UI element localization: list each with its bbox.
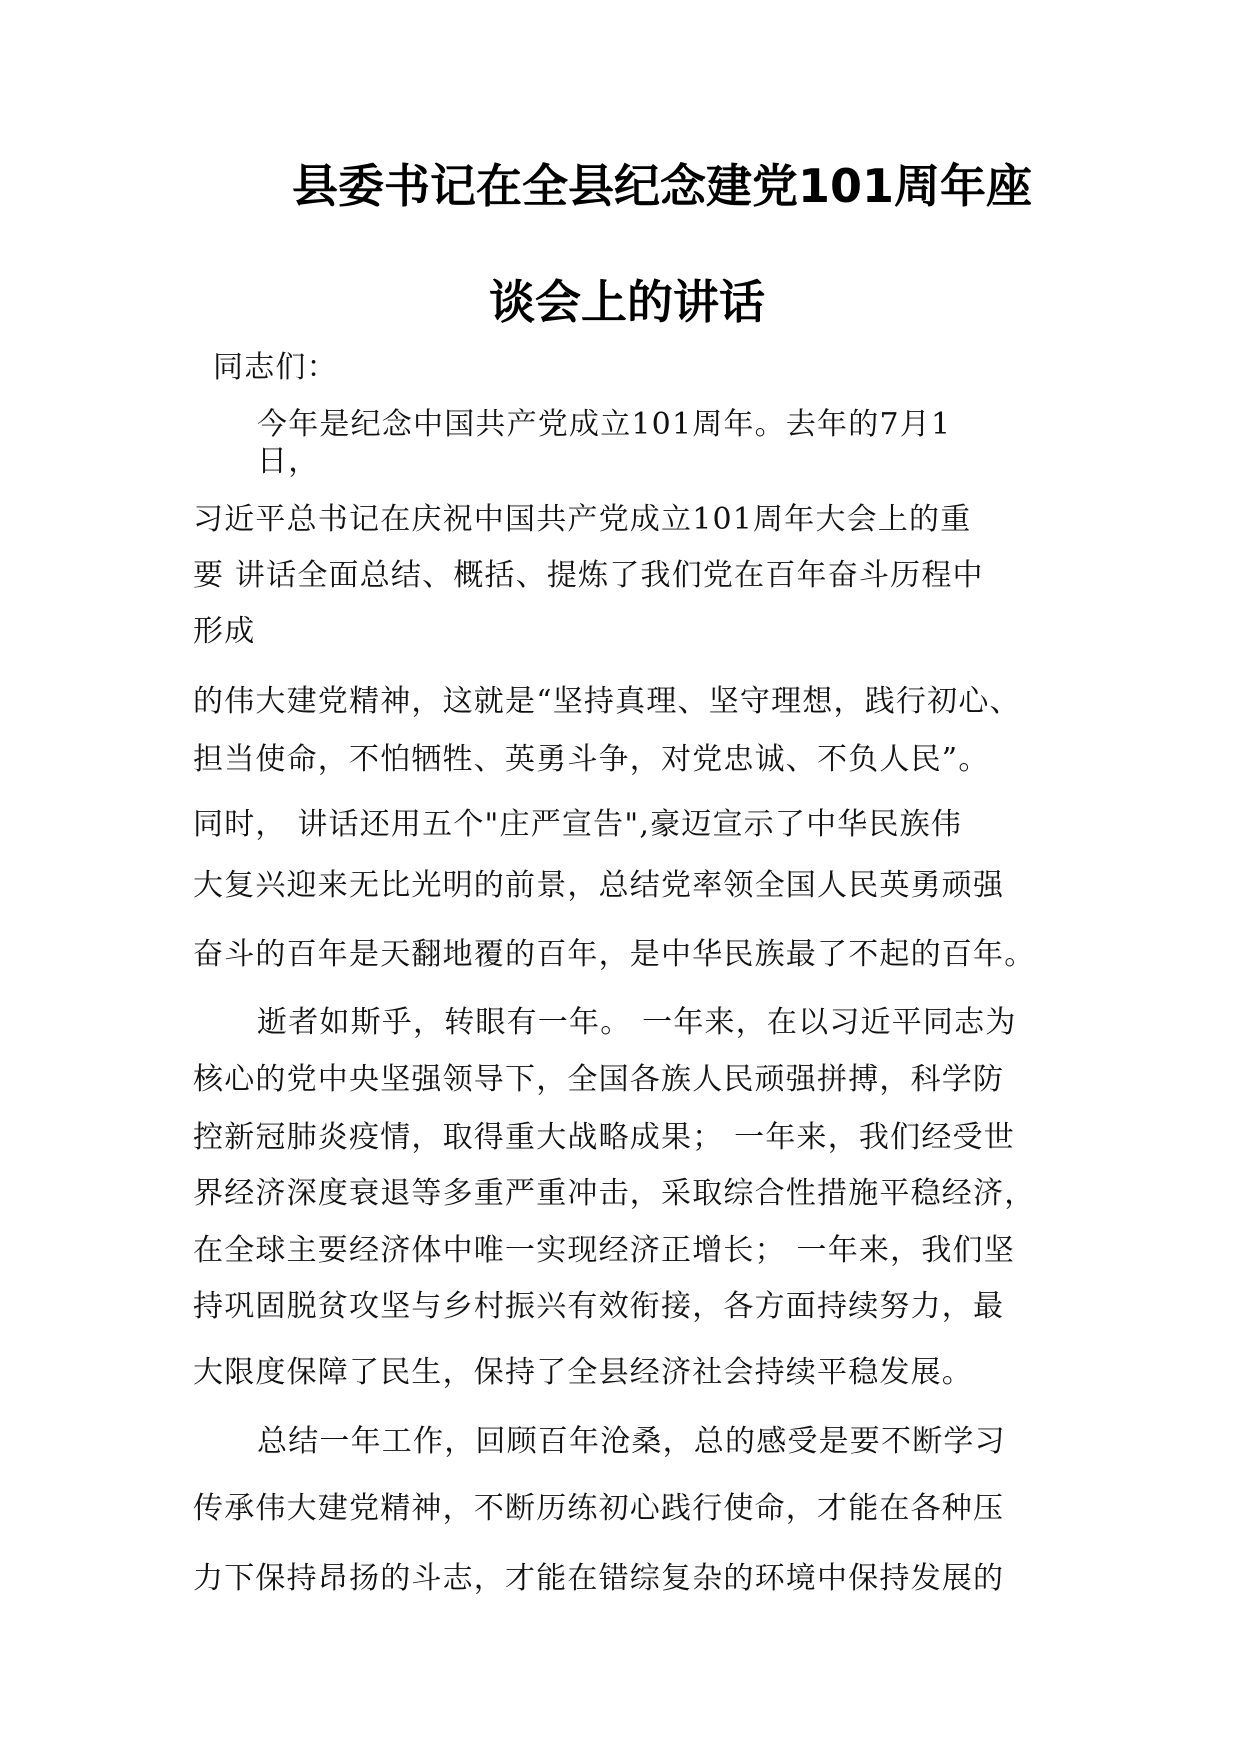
salutation: 同志们：: [213, 350, 338, 385]
paragraph-line: 习近平总书记在庆祝中国共产党成立101周年大会上的重: [193, 502, 972, 537]
paragraph-line: 在全球主要经济体中唯一实现经济正增长； 一年来，我们坚: [193, 1233, 1015, 1268]
paragraph-line: 今年是纪念中国共产党成立101周年。去年的7月1: [257, 407, 952, 442]
paragraph-line: 界经济深度衰退等多重严重冲击，采取综合性措施平稳经济，: [193, 1176, 1036, 1211]
paragraph-line: 力下保持昂扬的斗志，才能在错综复杂的环境中保持发展的: [193, 1561, 1005, 1596]
paragraph-line: 大复兴迎来无比光明的前景，总结党率领全国人民英勇顽强: [193, 868, 1005, 903]
paragraph-line: 逝者如斯乎，转眼有一年。 一年来，在以习近平同志为: [257, 1005, 1017, 1040]
paragraph-line: 的伟大建党精神，这就是“坚持真理、坚守理想，践行初心、: [193, 684, 1021, 719]
paragraph-line: 担当使命，不怕牺牲、英勇斗争，对党忠诚、不负人民”。: [193, 742, 990, 777]
paragraph-line: 日，: [257, 444, 320, 479]
paragraph-line: 同时， 讲话还用五个"庄严宣告",豪迈宣示了中华民族伟: [193, 807, 963, 842]
paragraph-line: 持巩固脱贫攻坚与乡村振兴有效衔接，各方面持续努力，最: [193, 1289, 1005, 1324]
paragraph-line: 总结一年工作，回顾百年沧桑，总的感受是要不断学习: [257, 1424, 1006, 1459]
document-title-line-1: 县委书记在全县纪念建党101周年座: [292, 159, 1033, 213]
paragraph-line: 控新冠肺炎疫情，取得重大战略成果； 一年来，我们经受世: [193, 1120, 1015, 1155]
paragraph-line: 要 讲话全面总结、概括、提炼了我们党在百年奋斗历程中: [193, 558, 984, 593]
paragraph-line: 奋斗的百年是天翻地覆的百年，是中华民族最了不起的百年。: [193, 937, 1036, 972]
paragraph-line: 大限度保障了民生，保持了全县经济社会持续平稳发展。: [193, 1355, 973, 1390]
document-title-line-2: 谈会上的讲话: [489, 275, 765, 329]
paragraph-line: 核心的党中央坚强领导下，全国各族人民顽强拼搏，科学防: [193, 1062, 1005, 1097]
paragraph-line: 传承伟大建党精神，不断历练初心践行使命，才能在各种压: [193, 1491, 1005, 1526]
paragraph-line: 形成: [193, 614, 256, 649]
